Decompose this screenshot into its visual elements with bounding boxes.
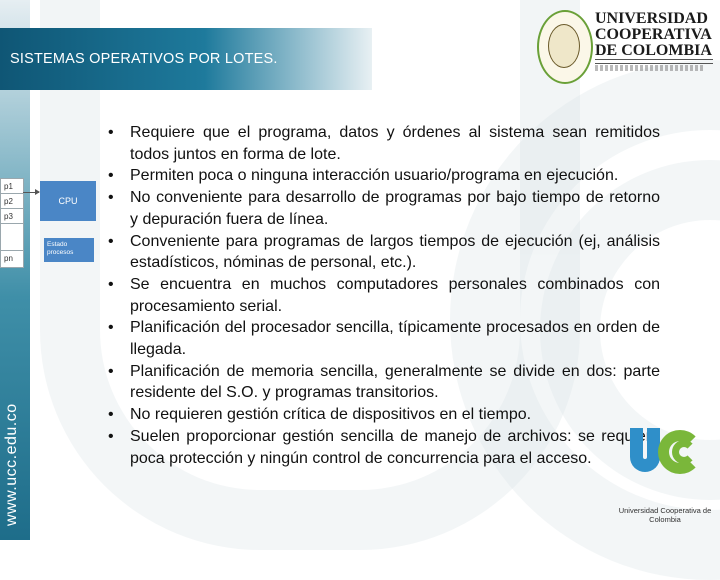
bullet-text: Conveniente para programas de largos tiempos de ejecución (ej, análisis estadísticos, nóminas de personal, etc.). bbox=[130, 232, 660, 272]
logo-line-2: COOPERATIVA bbox=[595, 26, 712, 43]
process-queue bbox=[0, 178, 24, 268]
bullet-icon: • bbox=[108, 362, 114, 380]
list-item bbox=[106, 317, 660, 360]
arrow-icon bbox=[23, 192, 39, 193]
bullet-icon: • bbox=[108, 167, 114, 185]
bullet-icon: • bbox=[108, 428, 114, 446]
bullet-text: Se encuentra en muchos computadores personales combinados con procesamiento serial. bbox=[130, 276, 660, 315]
list-item bbox=[106, 404, 660, 426]
bullet-icon: • bbox=[108, 232, 114, 250]
list-item bbox=[106, 274, 660, 317]
ucc-logo-text: Universidad Cooperativa de Colombia bbox=[618, 506, 712, 524]
ucc-footer-logo bbox=[612, 424, 718, 528]
logo-divider bbox=[595, 59, 713, 64]
bullet-text: Requiere que el programa, datos y órdenes al sistema sean remitidos todos juntos en forma de lote. bbox=[130, 124, 660, 163]
slide-title: SISTEMAS OPERATIVOS POR LOTES. bbox=[10, 51, 278, 67]
list-item bbox=[106, 426, 660, 469]
university-logo bbox=[537, 6, 717, 84]
batch-diagram bbox=[0, 178, 100, 270]
list-item bbox=[106, 361, 660, 404]
ucc-c-inner-icon bbox=[672, 440, 696, 464]
list-item bbox=[106, 165, 660, 187]
bullet-text: Permiten poca o ninguna interacción usuario/programa en ejecución. bbox=[130, 167, 619, 185]
bullet-text: Planificación de memoria sencilla, generalmente se divide en dos: parte residente del S.O. y programas transitorios. bbox=[130, 362, 660, 402]
bullet-icon: • bbox=[108, 406, 114, 424]
process-cell: p3 bbox=[1, 209, 23, 224]
logo-line-3: DE COLOMBIA bbox=[595, 42, 712, 59]
logo-fine-print bbox=[595, 65, 705, 71]
process-gap bbox=[1, 224, 23, 251]
content-area bbox=[106, 122, 660, 470]
bullet-text: No conveniente para desarrollo de programas por bajo tiempo de retorno y depuración fuera de línea. bbox=[130, 189, 660, 228]
bullet-icon: • bbox=[108, 319, 114, 337]
bullet-text: Planificación del procesador sencilla, típicamente procesados en orden de llegada. bbox=[130, 319, 660, 358]
seal-emblem-icon bbox=[548, 24, 580, 68]
bullet-text: No requieren gestión crítica de dispositivos en el tiempo. bbox=[130, 406, 532, 424]
process-cell: p1 bbox=[1, 179, 23, 194]
process-cell: p2 bbox=[1, 194, 23, 209]
list-item bbox=[106, 187, 660, 230]
process-cell: pn bbox=[4, 254, 13, 263]
list-item bbox=[106, 231, 660, 274]
list-item bbox=[106, 122, 660, 165]
side-url-text: www.ucc.edu.co bbox=[3, 403, 20, 526]
logo-line-1: UNIVERSIDAD bbox=[595, 10, 708, 27]
bullet-icon: • bbox=[108, 124, 114, 141]
bullet-icon: • bbox=[108, 189, 114, 207]
bullet-icon: • bbox=[108, 276, 114, 294]
process-state-box: Estado procesos bbox=[44, 238, 94, 262]
bullet-list bbox=[106, 122, 660, 469]
bullet-text: Suelen proporcionar gestión sencilla de manejo de archivos: se requiere poca protección y ningún control de concurrencia para el acceso. bbox=[130, 428, 660, 467]
ucc-u-icon bbox=[630, 428, 660, 472]
cpu-box: CPU bbox=[40, 181, 96, 221]
university-seal-icon bbox=[537, 10, 593, 84]
